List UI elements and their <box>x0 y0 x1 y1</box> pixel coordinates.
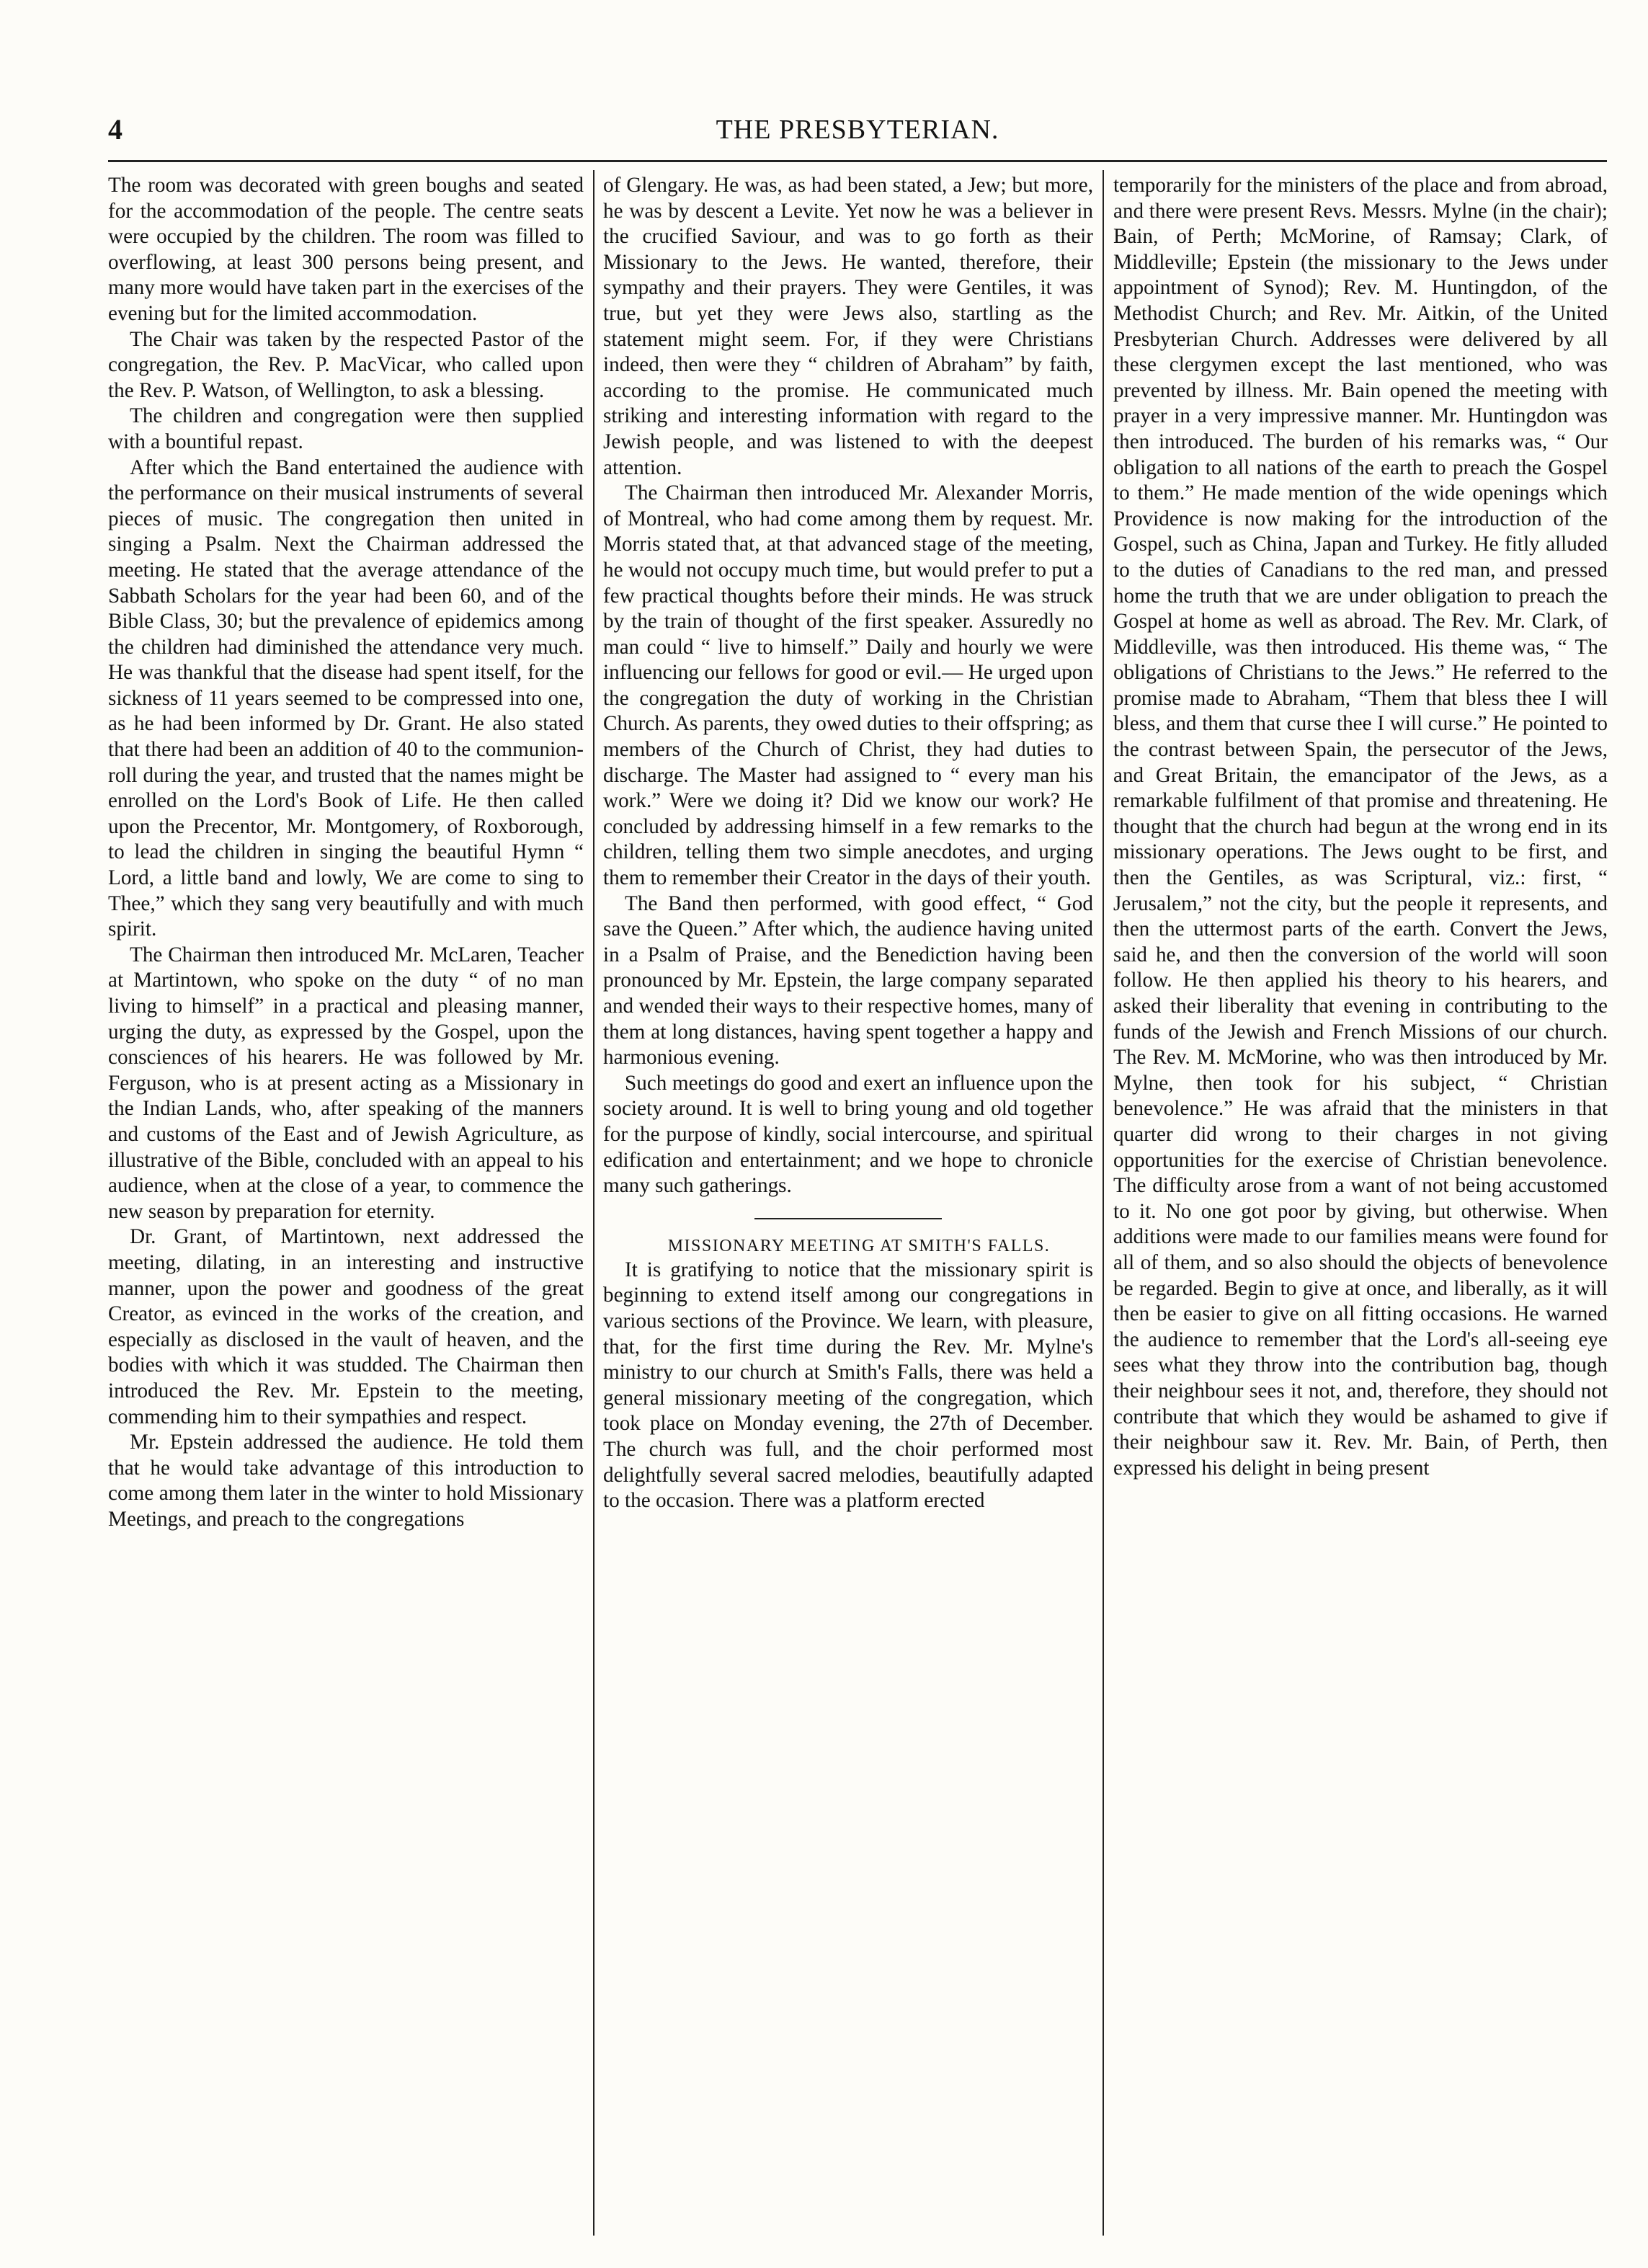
paragraph: Mr. Epstein addressed the audience. He told them that he would take advantage of this introduction to come among them later in the winter to hold Missionary Meetings, and preach to the congregations <box>108 1431 584 1531</box>
paragraph: After which the Band entertained the audience with the performance on their musical instruments of several pieces of music. The congregation then united in singing a Psalm. Next the Chairman addressed the meeting. He stated that the average attendance of the Sabbath Scholars for the year had been 60, and of the Bible Class, 30; but the prevalence of epidemics among the children had diminished the attendance very much. He was thankful that the disease had spent itself, for the sickness of 11 years seemed to be compressed into one, as he had been informed by Dr. Grant. He also stated that there had been an addition of 40 to the communion-roll during the year, and trusted that the names might be enrolled on the Lord's Book of Life. He then called upon the Precentor, Mr. Montgomery, of Roxborough, to lead the children in singing the beautiful Hymn “ Lord, a little band and lowly, We are come to sing to Thee,” which they sang very beautifully and with much spirit. <box>108 455 584 941</box>
section-heading: MISSIONARY MEETING AT SMITH'S FALLS. <box>667 1236 1051 1255</box>
paragraph: The children and congregation were then supplied with a bountiful repast. <box>108 404 584 453</box>
paragraph: of Glengary. He was, as had been stated, a Jew; but more, he was by descent a Levite. Yet now he was a believer in the crucified Saviour, and was to go forth as their Missionary to the Jews. He wanted, therefore, their sympathy and their prayers. They were Gentiles, it was true, but yet they were Jews also, startling as the statement might seem. For, if they were Christians indeed, then were they “ children of Abraham” by faith, according to the promise. He communicated much striking and interesting information with regard to the Jewish people, and was listened to with the deepest attention. <box>603 174 1093 479</box>
article-column-1 <box>108 173 584 2234</box>
section-divider <box>754 1218 942 1219</box>
paragraph: The Chairman then introduced Mr. Alexander Morris, of Montreal, who had come among them by request. Mr. Morris stated that, at that advanced stage of the meeting, he would not occupy much time, but would prefer to put a few practical thoughts before their minds. He was struck by the train of thought of the first speaker. Assuredly no man could “ live to himself.” Daily and hourly we were influencing our fellows for good or evil.— He urged upon the congregation the duty of working in the Christian Church. As parents, they owed duties to their offspring; as members of the Church of Christ, they had duties to discharge. The Master had assigned to “ every man his work.” Were we doing it? Did we know our work? He concluded by addressing himself in a few remarks to the children, telling them two simple anecdotes, and urging them to remember their Creator in the days of their youth. <box>603 481 1093 890</box>
page-number: 4 <box>108 113 123 146</box>
page-header <box>108 108 1607 151</box>
paragraph: The Chairman then introduced Mr. McLaren, Teacher at Martintown, who spoke on the duty “ of no man living to himself” in a practical and pleasing manner, urging the duty, as expressed by the Gospel, upon the consciences of his hearers. He was followed by Mr. Ferguson, who is at present acting as a Missionary in the Indian Lands, who, after speaking of the manners and customs of the East and of Jewish Agriculture, as illustrative of the Bible, concluded with an appeal to his audience, when at the close of a year, to commence the new season by preparation for eternity. <box>108 943 584 1223</box>
paragraph: Such meetings do good and exert an influence upon the society around. It is well to bring young and old together for the purpose of kindly, social intercourse, and spiritual edification and entertainment; and we hope to chronicle many such gatherings. <box>603 1071 1093 1198</box>
column-rule-left <box>593 170 594 2236</box>
article-column-2 <box>603 173 1093 2234</box>
running-head: THE PRESBYTERIAN. <box>716 115 999 145</box>
paragraph: temporarily for the ministers of the place and from abroad, and there were present Revs. Messrs. Mylne (in the chair); Bain, of Perth; McMorine, of Ramsay; Clark, of Middleville; Epstein (the missionary to the Jews under appointment of Synod); Rev. M. Huntingdon, of the Methodist Church; and Rev. Mr. Aitkin, of the United Presbyterian Church. Addresses were delivered by all these clergymen except the last mentioned, who was prevented by illness. Mr. Bain opened the meeting with prayer in a very impressive manner. Mr. Huntingdon was then introduced. The burden of his remarks was, “ Our obligation to all nations of the earth to preach the Gospel to them.” He made mention of the wide openings which Providence is now making for the introduction of the Gospel, such as China, Japan and Turkey. He fitly alluded to the duties of Canadians to the red man, and pressed home the truth that we are under obligation to preach the Gospel at home as well as abroad. The Rev. Mr. Clark, of Middleville, was then introduced. His theme was, “ The obligations of Christians to the Jews.” He referred to the promise made to Abraham, “Them that bless thee I will bless, and them that curse thee I will curse.” He pointed to the contrast between Spain, the persecutor of the Jews, and Great Britain, the emancipator of the Jews, as a remarkable fulfilment of that promise and threatening. He thought that the church had begun at the wrong end in its missionary operations. The Jews ought to be first, and then the Gentiles, as was Scriptural, viz.: first, “ Jerusalem,” not the city, but the people it represents, and then the uttermost parts of the earth. Convert the Jews, said he, and then the conversion of the world will soon follow. He then applied his theory to his hearers, and asked their liberality that evening in contributing to the funds of the Jewish and French Missions of our church. The Rev. M. McMorine, who was then introduced by Mr. Mylne, then took for his subject, “ Christian benevolence.” He was afraid that the ministers in that quarter did wrong to their charges in not giving opportunities for the exercise of Christian benevolence. The difficulty arose from a want of not being accustomed to it. No one got poor by giving, but otherwise. When additions were made to our families means were found for all of them, and so also should the objects of benevolence be regarded. Begin to give at once, and liberally, as it will then be easier to give on all fitting occasions. He warned the audience to remember that the Lord's all-seeing eye sees what they throw into the contribution bag, though their neighbour sees it not, and, therefore, they should not contribute that which they would be ashamed to give if their neighbour saw it. Rev. Mr. Bain, of Perth, then expressed his delight in being present <box>1113 174 1608 1480</box>
paragraph: The room was decorated with green boughs and seated for the accommodation of the people. The centre seats were occupied by the children. The room was filled to overflowing, at least 300 persons being present, and many more would have taken part in the exercises of the evening but for the limited accommodation. <box>108 174 584 325</box>
column-rule-right <box>1103 170 1104 2236</box>
paragraph: Dr. Grant, of Martintown, next addressed the meeting, dilating, in an interesting and instructive manner, upon the power and goodness of the great Creator, as evinced in the works of the creation, and especially as disclosed in the vault of heaven, and the bodies with which it was studded. The Chairman then introduced the Rev. Mr. Epstein to the meeting, commending him to their sympathies and respect. <box>108 1225 584 1428</box>
paragraph: The Band then performed, with good effect, “ God save the Queen.” After which, the audience having united in a Psalm of Praise, and the Benediction having been pronounced by Mr. Epstein, the large company separated and wended their ways to their respective homes, many of them at long distances, having spent together a happy and harmonious evening. <box>603 891 1093 1069</box>
paragraph: The Chair was taken by the respected Pastor of the congregation, the Rev. P. MacVicar, who called upon the Rev. P. Watson, of Wellington, to ask a blessing. <box>108 327 584 402</box>
paragraph: It is gratifying to notice that the missionary spirit is beginning to extend itself among our congregations in various sections of the Province. We learn, with pleasure, that, for the first time during the Rev. Mr. Mylne's ministry to our church at Smith's Falls, there was held a general missionary meeting of the congregation, which took place on Monday evening, the 27th of December. The church was full, and the choir performed most delightfully several sacred melodies, beautifully adapted to the occasion. There was a platform erected <box>603 1258 1093 1513</box>
article-column-3 <box>1113 173 1608 2234</box>
header-rule <box>108 160 1607 162</box>
